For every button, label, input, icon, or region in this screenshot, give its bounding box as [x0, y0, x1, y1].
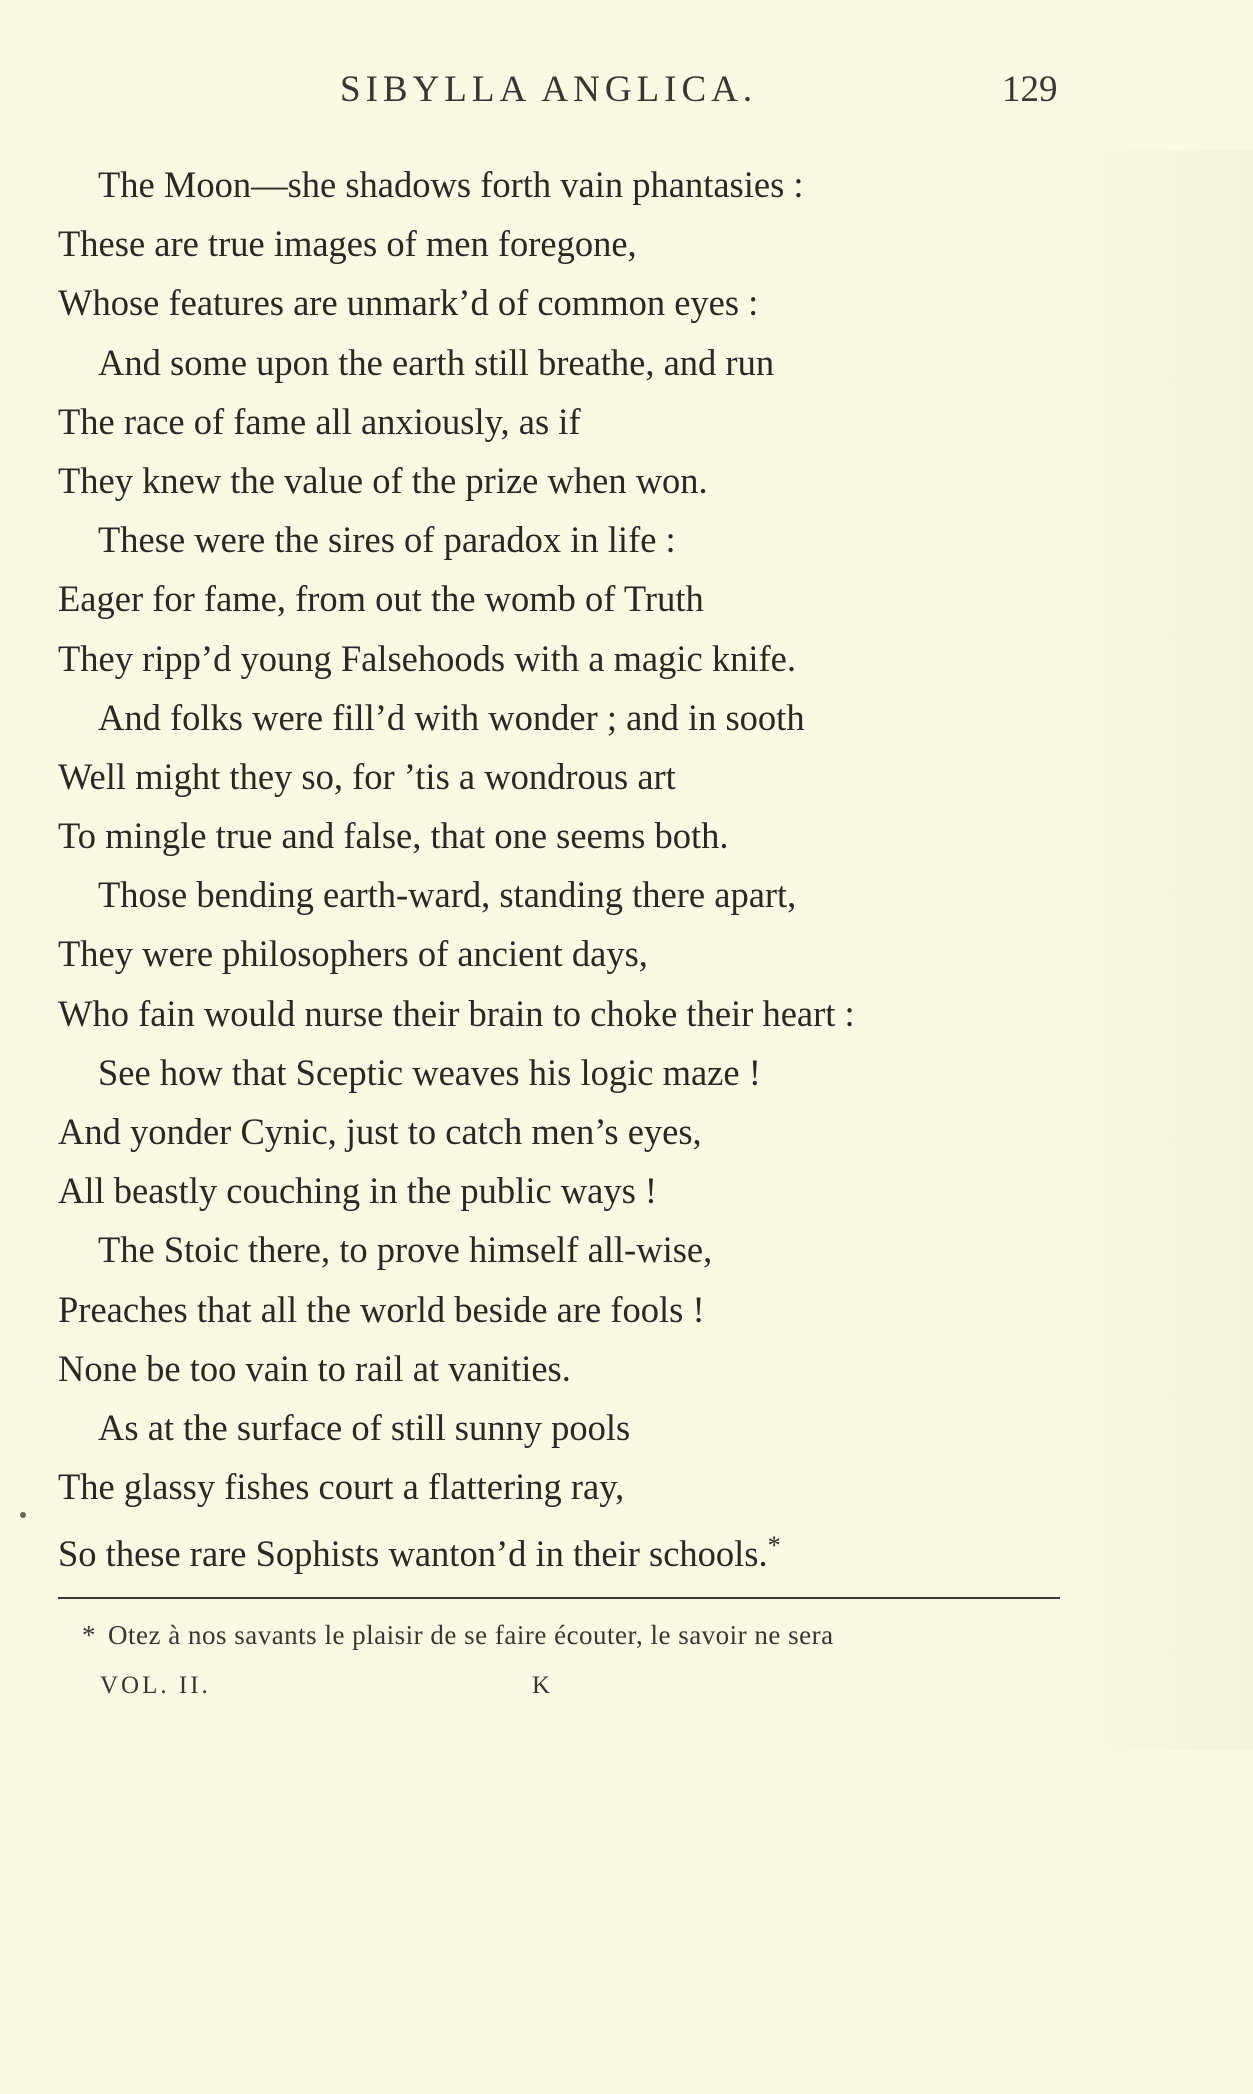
poem-line-text: Preaches that all the world beside are fools !: [58, 1288, 705, 1330]
poem-line-text: Well might they so, for ’tis a wondrous art: [58, 755, 676, 797]
signature-mark: K: [532, 1672, 554, 1699]
poem-line-text: Those bending earth-ward, standing there apart,: [98, 874, 797, 916]
footnote: [82, 1620, 834, 1651]
poem-line: [58, 1043, 1058, 1102]
poem-line: [58, 1339, 1058, 1398]
poem-line-text: The Moon—she shadows forth vain phantasies :: [98, 164, 804, 205]
poem-line-text: And folks were fill’d with wonder ; and in sooth: [98, 696, 805, 738]
signature-line: [100, 1672, 700, 1708]
poem-line: [58, 1161, 1058, 1220]
poem-line-text: The Stoic there, to prove himself all-wise,: [98, 1229, 713, 1271]
poem-line-text: None be too vain to rail at vanities.: [58, 1347, 571, 1389]
poem-line: [58, 984, 1058, 1043]
ink-speck: [20, 1512, 26, 1518]
poem-line-text: And some upon the earth still breathe, and run: [98, 341, 775, 383]
running-head: [0, 68, 1253, 118]
poem-line-text: They were philosophers of ancient days,: [58, 933, 648, 975]
running-title: SIBYLLA ANGLICA.: [340, 69, 758, 110]
poem-line: [58, 629, 1058, 688]
poem-line: [58, 1457, 1058, 1516]
poem-line: [58, 1516, 1058, 1575]
poem-line: [58, 1102, 1058, 1161]
poem-line: [58, 1280, 1058, 1339]
footnote-text: Otez à nos savants le plaisir de se faire écouter, le savoir ne sera: [108, 1620, 834, 1650]
poem-line-text: These were the sires of paradox in life :: [98, 519, 676, 561]
poem-line: [58, 1398, 1058, 1457]
poem-line-text: Who fain would nurse their brain to choke their heart :: [58, 992, 855, 1034]
poem-line-text: See how that Sceptic weaves his logic maze !: [98, 1051, 761, 1093]
facing-page-bleed: [1053, 150, 1253, 1750]
poem-line: [58, 155, 1058, 214]
poem-line-text: Eager for fame, from out the womb of Truth: [58, 578, 704, 620]
poem-line-text: The race of fame all anxiously, as if: [58, 400, 581, 442]
poem-line: [58, 569, 1058, 628]
poem-line: [58, 451, 1058, 510]
poem-line: [58, 510, 1058, 569]
poem-line: [58, 688, 1058, 747]
poem-line-text: As at the surface of still sunny pools: [98, 1406, 631, 1448]
footnote-rule: [58, 1597, 1060, 1599]
footnote-reference-marker: *: [767, 1531, 781, 1561]
poem-line: [58, 1220, 1058, 1279]
poem-line: [58, 273, 1058, 332]
poem-line: [58, 806, 1058, 865]
poem-line-text: To mingle true and false, that one seems both.: [58, 815, 729, 857]
poem-line: [58, 333, 1058, 392]
poem-line-text: Whose features are unmark’d of common eyes :: [58, 282, 759, 324]
poem-line: [58, 747, 1058, 806]
volume-label: VOL. II.: [100, 1672, 211, 1699]
poem-line-text: These are true images of men foregone,: [58, 223, 637, 265]
poem-line: [58, 924, 1058, 983]
page-number: 129: [1002, 69, 1058, 110]
poem-line: [58, 392, 1058, 451]
poem-line-text: So these rare Sophists wanton’d in their schools.: [58, 1533, 768, 1575]
footnote-marker: *: [82, 1620, 96, 1650]
poem-line-text: They ripp’d young Falsehoods with a magic knife.: [58, 637, 796, 679]
poem-line: [58, 865, 1058, 924]
poem-line-text: They knew the value of the prize when won.: [58, 459, 708, 501]
poem-line-text: The glassy fishes court a flattering ray,: [58, 1466, 625, 1508]
poem-line: [58, 214, 1058, 273]
poem-text: [58, 155, 1058, 1576]
poem-line-text: And yonder Cynic, just to catch men’s eyes,: [58, 1111, 702, 1152]
poem-line-text: All beastly couching in the public ways !: [58, 1170, 658, 1212]
